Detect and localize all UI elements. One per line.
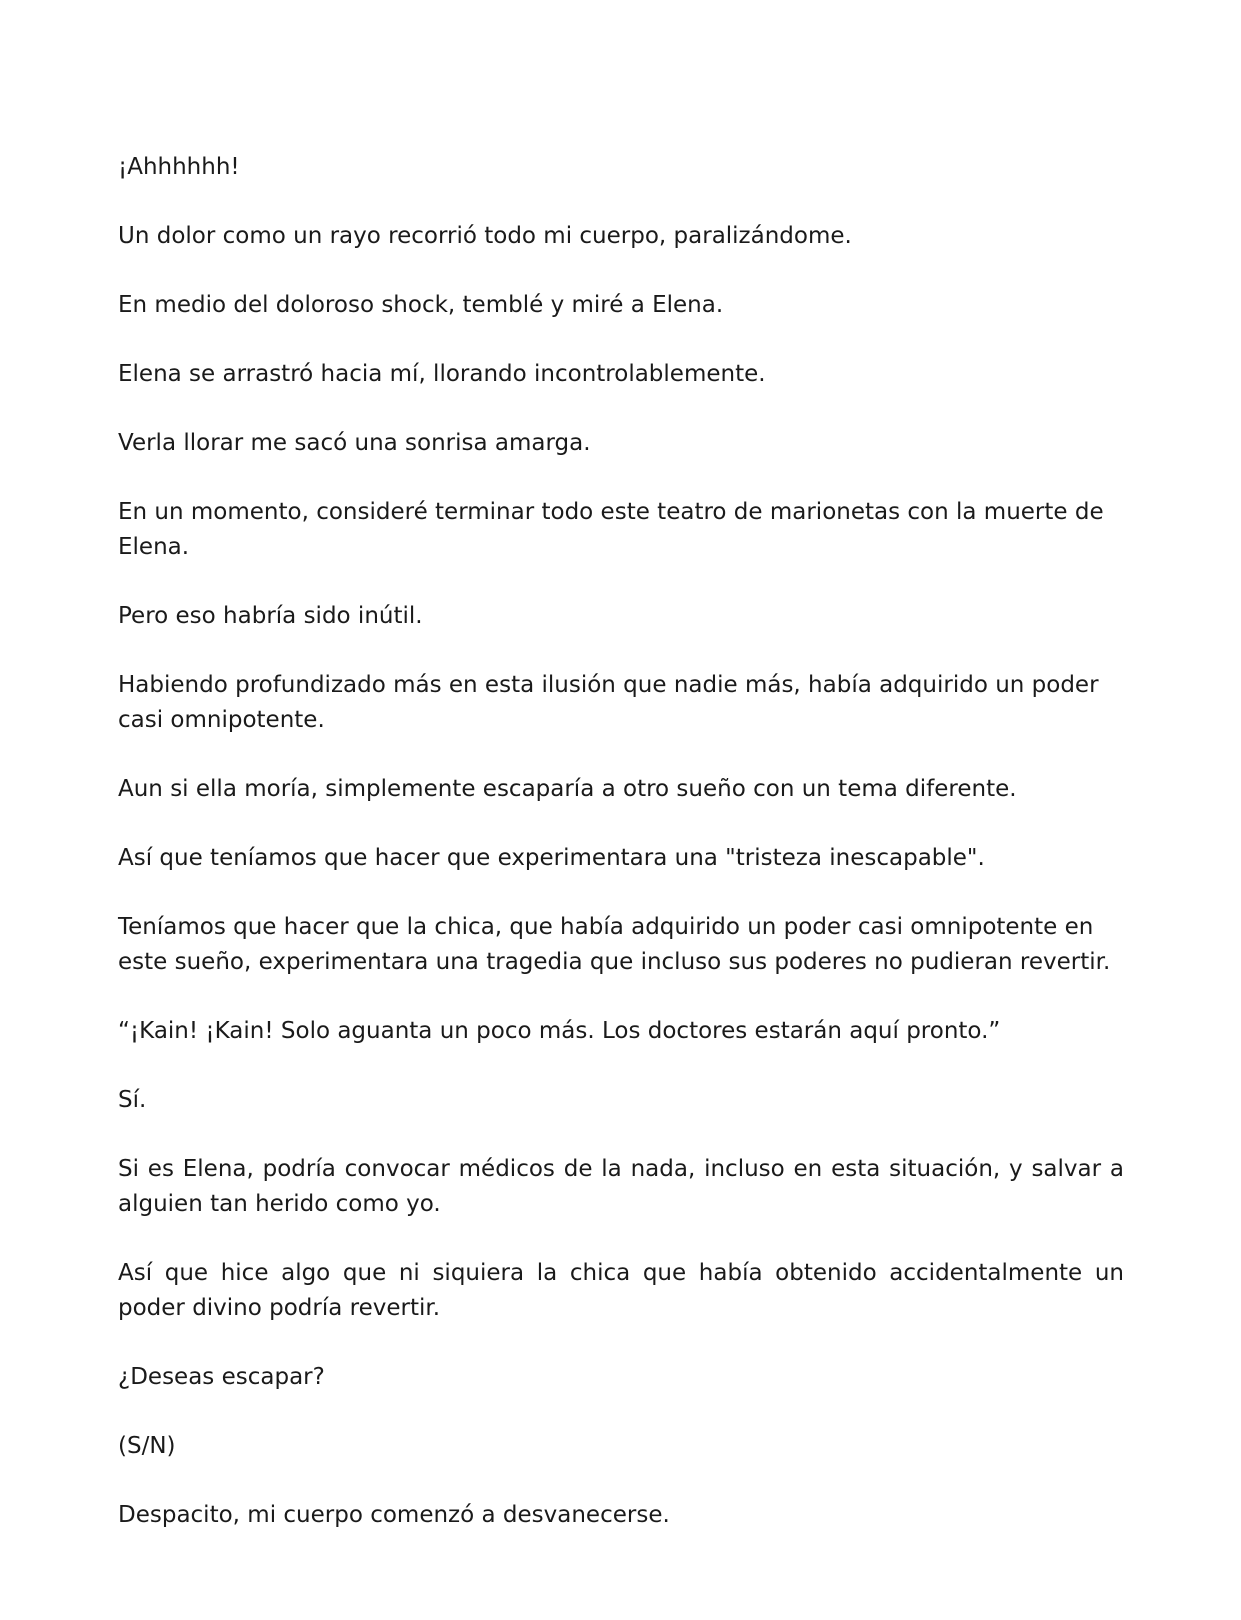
paragraph: “¡Kain! ¡Kain! Solo aguanta un poco más. Los doctores estarán aquí pronto.”: [118, 1018, 1001, 1044]
paragraph: Aun si ella moría, simplemente escaparía a otro sueño con un tema diferente.: [118, 776, 1017, 802]
paragraph: Un dolor como un rayo recorrió todo mi cuerpo, paralizándome.: [118, 223, 852, 249]
paragraph: Así que teníamos que hacer que experimentara una "tristeza inescapable".: [118, 845, 985, 871]
paragraph: Sí.: [118, 1087, 147, 1113]
paragraph: Habiendo profundizado más en esta ilusión que nadie más, había adquirido un poder casi omnipotente.: [118, 672, 1099, 733]
document-body: [118, 150, 1124, 1567]
paragraph: ¡Ahhhhhh!: [118, 154, 240, 180]
paragraph: ¿Deseas escapar?: [118, 1364, 325, 1390]
paragraph: Pero eso habría sido inútil.: [118, 603, 423, 629]
paragraph: En medio del doloroso shock, temblé y miré a Elena.: [118, 292, 724, 318]
paragraph: Elena se arrastró hacia mí, llorando incontrolablemente.: [118, 361, 766, 387]
paragraph: (S/N): [118, 1433, 176, 1459]
paragraph: En un momento, consideré terminar todo este teatro de marionetas con la muerte de Elena.: [118, 499, 1104, 560]
paragraph: Teníamos que hacer que la chica, que había adquirido un poder casi omnipotente en este sueño, experimentara una tragedia que incluso sus poderes no pudieran revertir.: [118, 914, 1111, 975]
paragraph: Despacito, mi cuerpo comenzó a desvanecerse.: [118, 1502, 670, 1528]
paragraph: Así que hice algo que ni siquiera la chica que había obtenido accidentalmente un poder divino podría revertir.: [118, 1260, 1124, 1321]
paragraph: Si es Elena, podría convocar médicos de la nada, incluso en esta situación, y salvar a alguien tan herido como yo.: [118, 1156, 1124, 1217]
paragraph: Verla llorar me sacó una sonrisa amarga.: [118, 430, 591, 456]
